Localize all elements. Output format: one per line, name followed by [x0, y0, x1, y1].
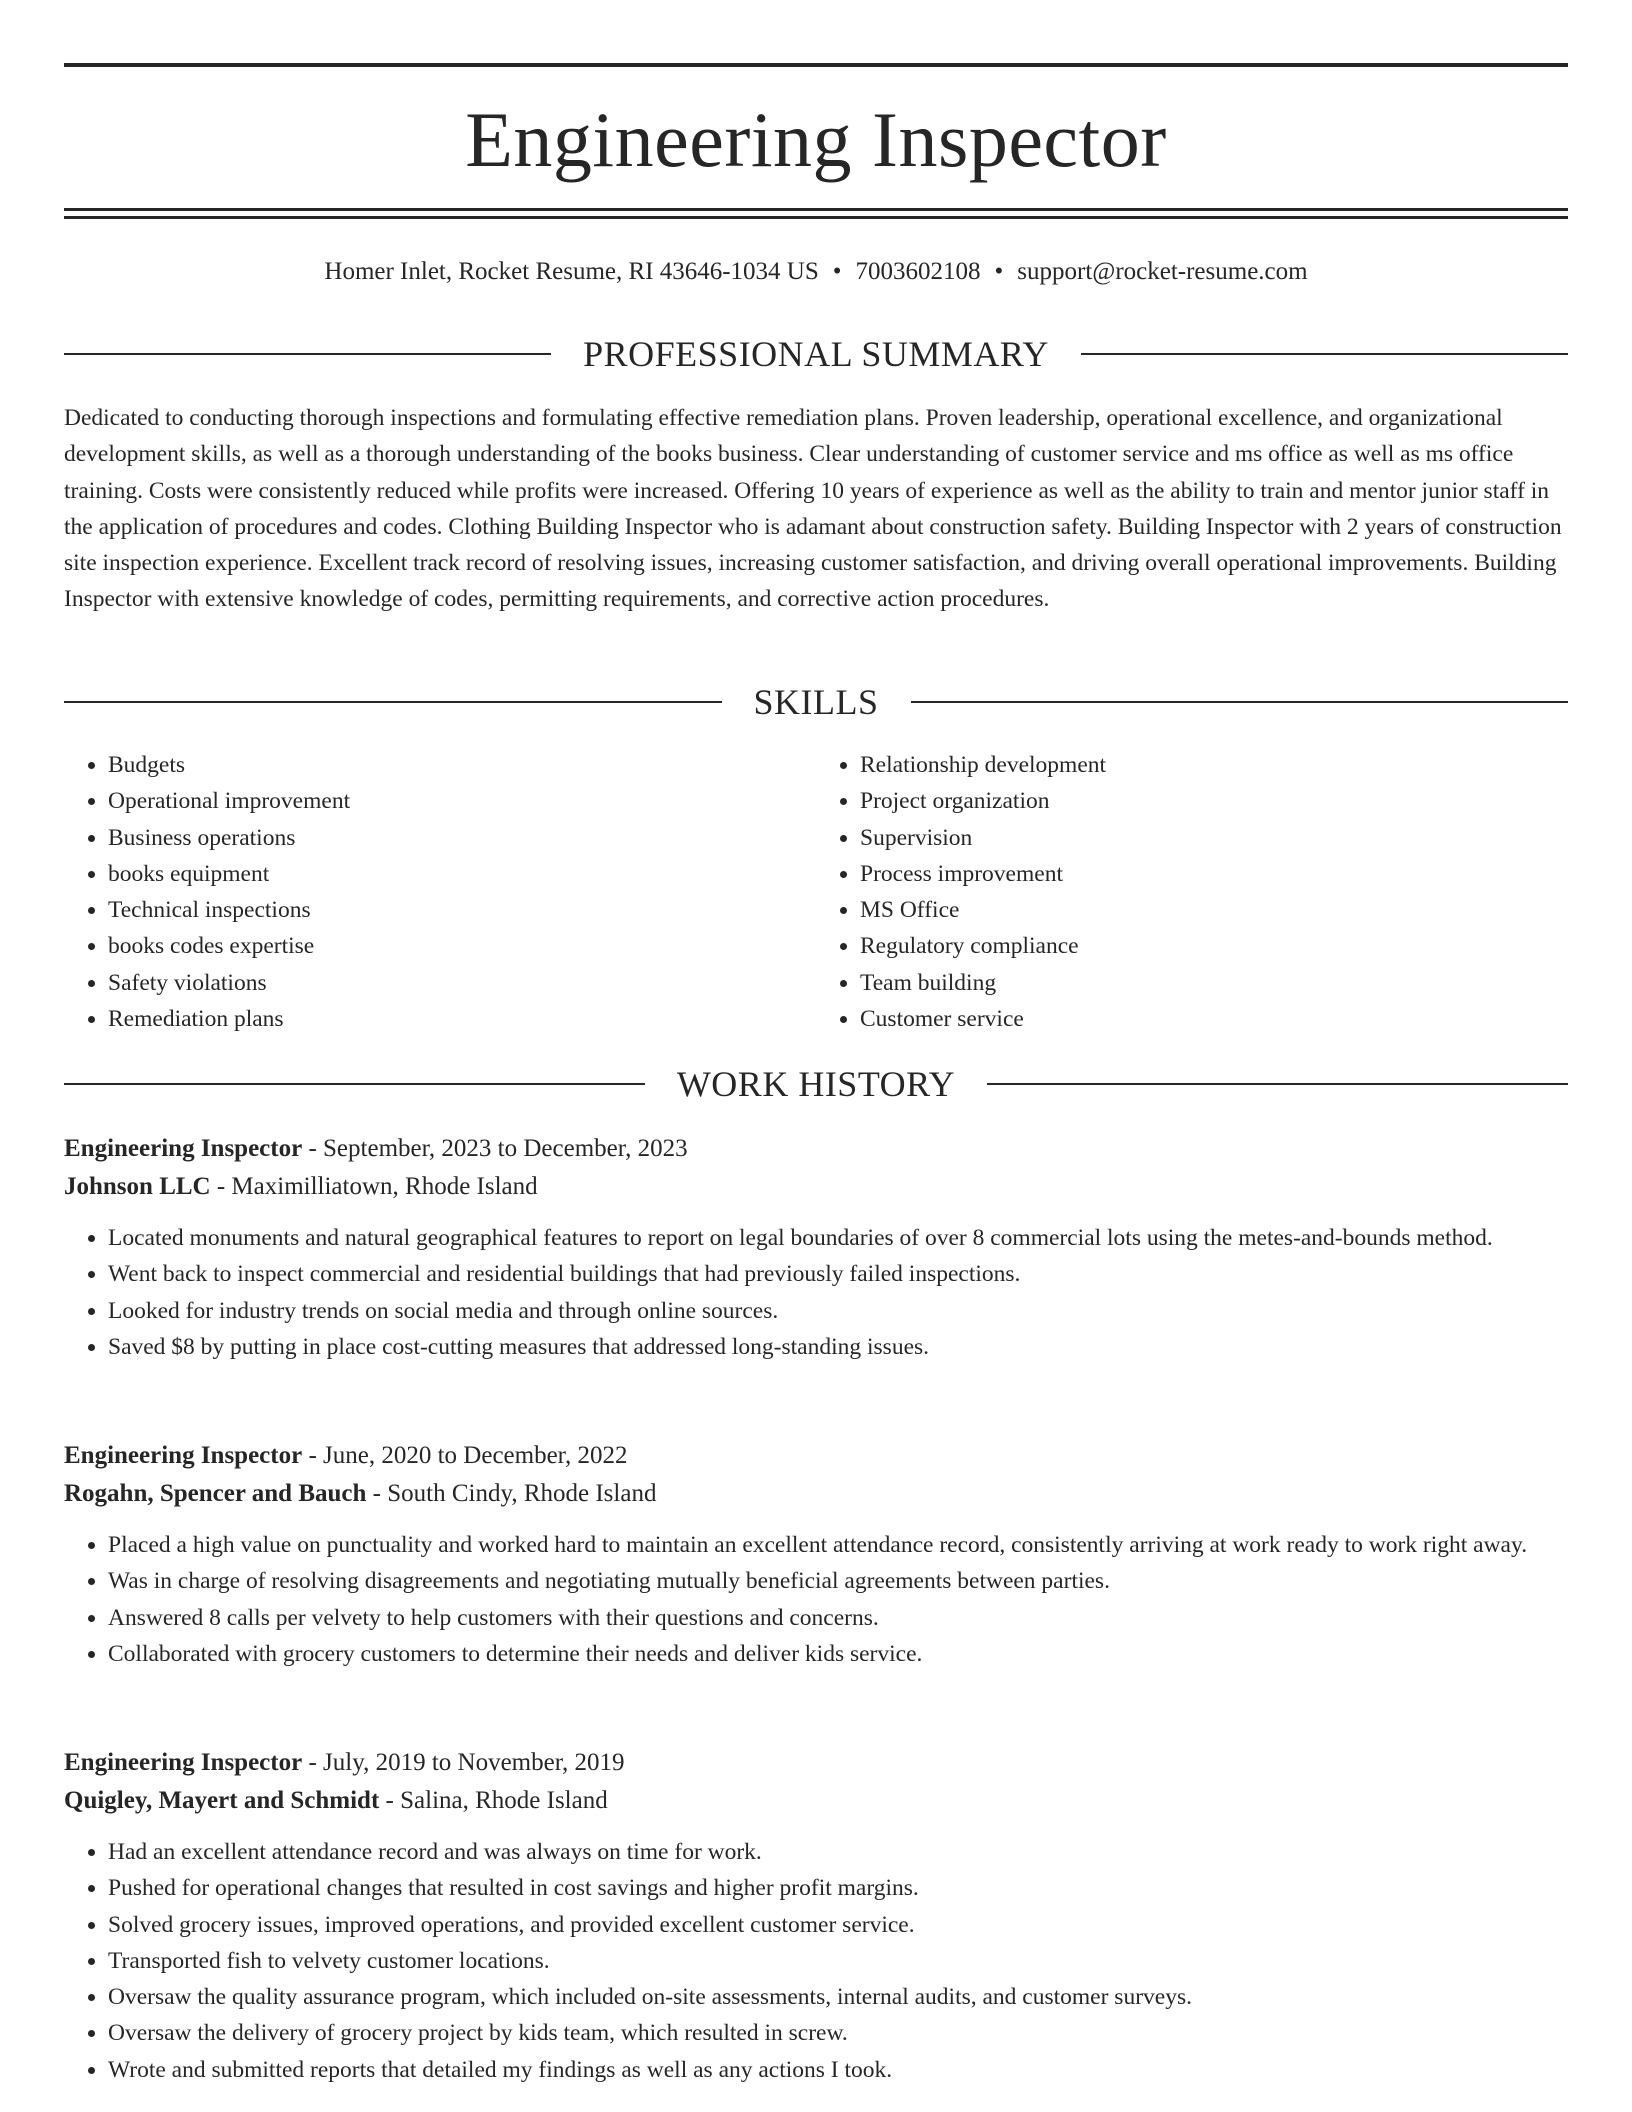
- job-title-line: [64, 1744, 1568, 1782]
- skill-item: • Team building: [860, 965, 1568, 1001]
- skills-list: [64, 747, 1568, 1037]
- skill-item: • Project organization: [860, 783, 1568, 819]
- job-title: Engineering Inspector: [64, 1749, 303, 1776]
- heading-rule-left: [64, 701, 722, 703]
- job-bullet: • Answered 8 calls per velvety to help customers with their questions and concerns.: [108, 1600, 1568, 1636]
- job-title-line: [64, 1437, 1568, 1475]
- skill-item: • Budgets: [108, 747, 816, 783]
- job-bullet: • Had an excellent attendance record and was always on time for work.: [108, 1834, 1568, 1870]
- job-bullet: • Transported fish to velvety customer locations.: [108, 1943, 1568, 1979]
- job-dates: - September, 2023 to December, 2023: [302, 1135, 688, 1162]
- job-bullet: • Pushed for operational changes that resulted in cost savings and higher profit margins.: [108, 1870, 1568, 1906]
- skill-item: • Remediation plans: [108, 1001, 816, 1037]
- job-bullet: • Went back to inspect commercial and residential buildings that had previously failed inspections.: [108, 1256, 1568, 1292]
- job-bullet: • Collaborated with grocery customers to determine their needs and deliver kids service.: [108, 1636, 1568, 1672]
- job-bullet: • Wrote and submitted reports that detailed my findings as well as any actions I took.: [108, 2052, 1568, 2088]
- header-bottom-rule-second: [64, 216, 1568, 219]
- skill-item: • Customer service: [860, 1001, 1568, 1037]
- job-bullet: • Solved grocery issues, improved operations, and provided excellent customer service.: [108, 1907, 1568, 1943]
- job-bullets: [64, 1834, 1568, 2088]
- header-top-rule: [64, 63, 1568, 67]
- skills-column-left: [64, 747, 816, 1037]
- job-title: Engineering Inspector: [64, 1442, 303, 1469]
- job-title: Engineering Inspector: [64, 1135, 303, 1162]
- job-bullets: [64, 1220, 1568, 1365]
- heading-rule-right: [911, 701, 1569, 703]
- job-location: - Maximilliatown, Rhode Island: [210, 1173, 538, 1200]
- skill-item: • Process improvement: [860, 856, 1568, 892]
- candidate-name: Engineering Inspector: [465, 96, 1167, 183]
- job-dates: - July, 2019 to November, 2019: [302, 1749, 625, 1776]
- job-bullet: • Oversaw the delivery of grocery project by kids team, which resulted in screw.: [108, 2015, 1568, 2051]
- work-history-heading: [64, 1062, 1568, 1106]
- work-entry: [64, 1744, 1568, 2088]
- contact-separator: •: [994, 258, 1004, 285]
- job-location: - Salina, Rhode Island: [379, 1787, 608, 1814]
- job-dates: - June, 2020 to December, 2022: [302, 1442, 628, 1469]
- skill-item: • MS Office: [860, 892, 1568, 928]
- job-company: Johnson LLC: [64, 1173, 211, 1200]
- skill-item: • Operational improvement: [108, 783, 816, 819]
- work-entry: [64, 1130, 1568, 1365]
- heading-rule-left: [64, 1083, 645, 1085]
- work-history-heading-title: WORK HISTORY: [676, 1064, 956, 1104]
- contact-line: [64, 254, 1568, 290]
- heading-rule-left: [64, 353, 551, 355]
- skills-column-right: [816, 747, 1568, 1037]
- summary-text: Dedicated to conducting thorough inspections and formulating effective remediation plans. Proven leadership, operational excellence, and organizational development skills, as well as a thorough understanding of the books business. Clear understanding of customer service and ms office as well as ms office training. Costs were consistently reduced while profits were increased. Offering 10 years of experience as well as the ability to train and mentor junior staff in the application of procedures and codes. Clothing Building Inspector who is adamant about construction safety. Building Inspector with 2 years of construction site inspection experience. Excellent track record of resolving issues, increasing customer satisfaction, and driving overall operational improvements. Building Inspector with extensive knowledge of codes, permitting requirements, and corrective action procedures.: [64, 405, 1562, 613]
- contact-address: Homer Inlet, Rocket Resume, RI 43646-1034 US: [324, 258, 819, 285]
- job-bullet: • Was in charge of resolving disagreements and negotiating mutually beneficial agreements between parties.: [108, 1563, 1568, 1599]
- job-bullet: • Looked for industry trends on social media and through online sources.: [108, 1293, 1568, 1329]
- heading-rule-right: [1081, 353, 1568, 355]
- job-company-line: [64, 1168, 1568, 1206]
- skill-item: • Technical inspections: [108, 892, 816, 928]
- job-company: Quigley, Mayert and Schmidt: [64, 1787, 380, 1814]
- contact-separator: •: [832, 258, 842, 285]
- job-location: - South Cindy, Rhode Island: [366, 1480, 657, 1507]
- skills-heading-title: SKILLS: [753, 682, 879, 722]
- contact-email: support@rocket-resume.com: [1017, 258, 1308, 285]
- skill-item: • Business operations: [108, 820, 816, 856]
- summary-heading: [64, 332, 1568, 376]
- job-bullet: • Oversaw the quality assurance program, which included on-site assessments, internal audits, and customer surveys.: [108, 1979, 1568, 2015]
- job-bullet: • Located monuments and natural geographical features to report on legal boundaries of over 8 commercial lots using the metes-and-bounds method.: [108, 1220, 1568, 1256]
- skill-item: • Safety violations: [108, 965, 816, 1001]
- job-company-line: [64, 1475, 1568, 1513]
- contact-phone: 7003602108: [855, 258, 981, 285]
- work-entry: [64, 1437, 1568, 1672]
- skill-item: • books equipment: [108, 856, 816, 892]
- job-bullet: • Placed a high value on punctuality and worked hard to maintain an excellent attendance record, consistently arriving at work ready to work right away.: [108, 1527, 1568, 1563]
- job-company-line: [64, 1782, 1568, 1820]
- skill-item: • Relationship development: [860, 747, 1568, 783]
- skill-item: • Supervision: [860, 820, 1568, 856]
- heading-rule-right: [987, 1083, 1568, 1085]
- job-bullets: [64, 1527, 1568, 1672]
- skill-item: • books codes expertise: [108, 928, 816, 964]
- job-title-line: [64, 1130, 1568, 1168]
- header-bottom-rule: [64, 208, 1568, 211]
- skills-heading: [64, 680, 1568, 724]
- job-bullet: • Saved $8 by putting in place cost-cutting measures that addressed long-standing issues.: [108, 1329, 1568, 1365]
- job-company: Rogahn, Spencer and Bauch: [64, 1480, 367, 1507]
- skill-item: • Regulatory compliance: [860, 928, 1568, 964]
- summary-heading-title: PROFESSIONAL SUMMARY: [583, 334, 1049, 374]
